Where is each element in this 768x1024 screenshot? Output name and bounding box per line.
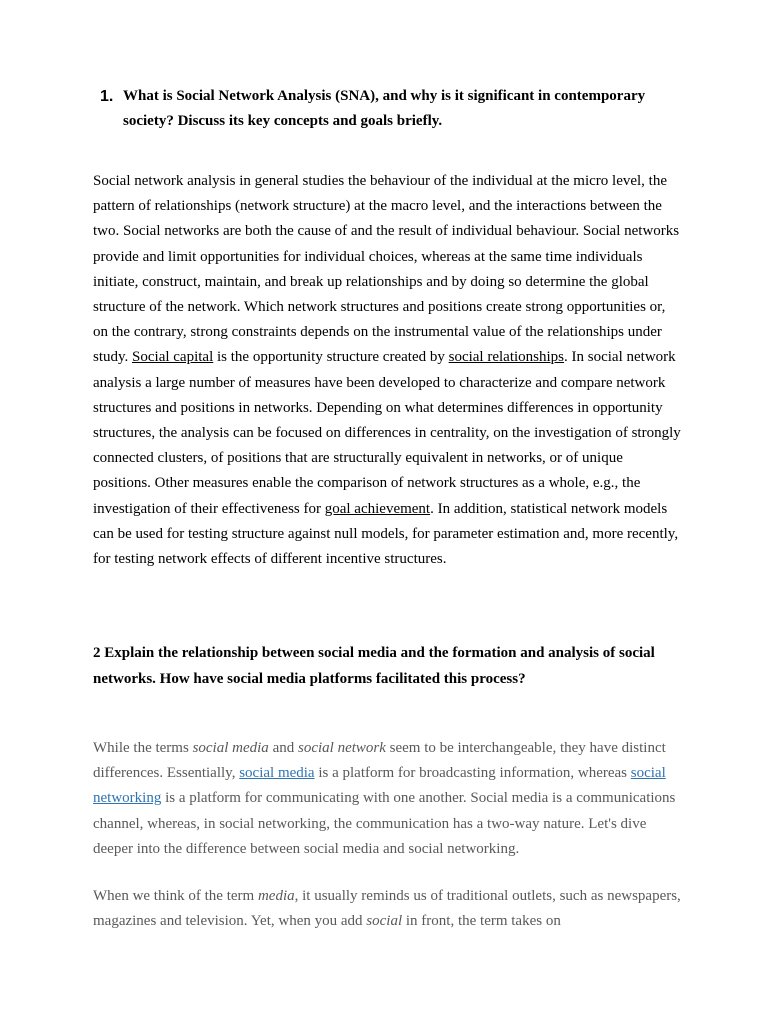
answer-1-text-part-4: . In addition, statistical network models can be used for testing structure against null models, for parameter estimation and, more recently, for testing network effects of different incentive structures.	[93, 500, 679, 568]
question-1	[100, 84, 680, 134]
social-network-term: social network	[297, 740, 386, 756]
question-2: 2 Explain the relationship between social media and the formation and analysis of social networks. How have social media platforms facilitated this process?	[93, 645, 655, 687]
question-1-number: 1.	[100, 88, 114, 105]
answer-1-text-part-1: Social network analysis in general studies the behaviour of the individual at the micro level, the pattern of relationships (network structure) at the macro level, and the interactions between the two. Social networks are both the cause of and the result of individual behaviour. Social networks provide and limit opportunities for individual choices, whereas at the same time individuals initiate, construct, maintain, and break up relationships and by doing so determine the global structure of the network. Which network structures and positions create strong opportunities or, on the contrary, strong constraints depends on the instrumental value of the relationships under study.	[93, 173, 680, 366]
answer-3-paragraph	[93, 884, 683, 934]
social-media-term: social media	[192, 740, 269, 756]
social-media-link[interactable]: social media	[239, 765, 315, 782]
answer-2-paragraph	[93, 736, 683, 862]
social-networking-link[interactable]: social networking	[93, 765, 666, 807]
answer-3-text-part-2: , it usually reminds us of traditional outlets, such as newspapers, magazines and television. Yet, when you add	[93, 888, 681, 930]
answer-3-text-part-1: When we think of the term	[93, 888, 258, 904]
media-term: media	[257, 888, 295, 904]
answer-1-text-part-2: is the opportunity structure created by	[213, 349, 449, 366]
answer-2-text-part-4: is a platform for broadcasting information, whereas	[314, 765, 631, 782]
answer-2-text-part-3: seem to be interchangeable, they have distinct differences. Essentially,	[93, 740, 666, 782]
social-term: social	[366, 913, 403, 930]
answer-3-text-part-3: in front, the term takes on	[402, 913, 561, 930]
answer-2-text-part-2: and	[268, 740, 298, 756]
question-1-text: What is Social Network Analysis (SNA), and why is it significant in contemporary society? Discuss its key concepts and goals briefly.	[123, 88, 646, 129]
social-relationships-link[interactable]: social relationships	[448, 349, 565, 366]
answer-2-text-part-1: While the terms	[93, 740, 193, 756]
goal-achievement-link[interactable]: goal achievement	[324, 500, 431, 517]
answer-1-text-part-3: . In social network analysis a large number of measures have been developed to characterize and compare network structures and positions in networks. Depending on what determines differences in opportunity structures, the analysis can be focused on differences in centrality, on the investigation of strongly connected clusters, of positions that are structurally equivalent in networks, or of unique positions. Other measures enable the comparison of network structures as a whole, e.g., the investigation of their effectiveness for	[93, 349, 681, 517]
social-capital-link[interactable]: Social capital	[132, 349, 214, 366]
answer-1-paragraph	[93, 169, 683, 572]
answer-2-text-part-5: is a platform for communicating with one another. Social media is a communications channel, whereas, in social networking, the communication has a two-way nature. Let's dive deeper into the difference between social media and social networking.	[93, 790, 676, 857]
